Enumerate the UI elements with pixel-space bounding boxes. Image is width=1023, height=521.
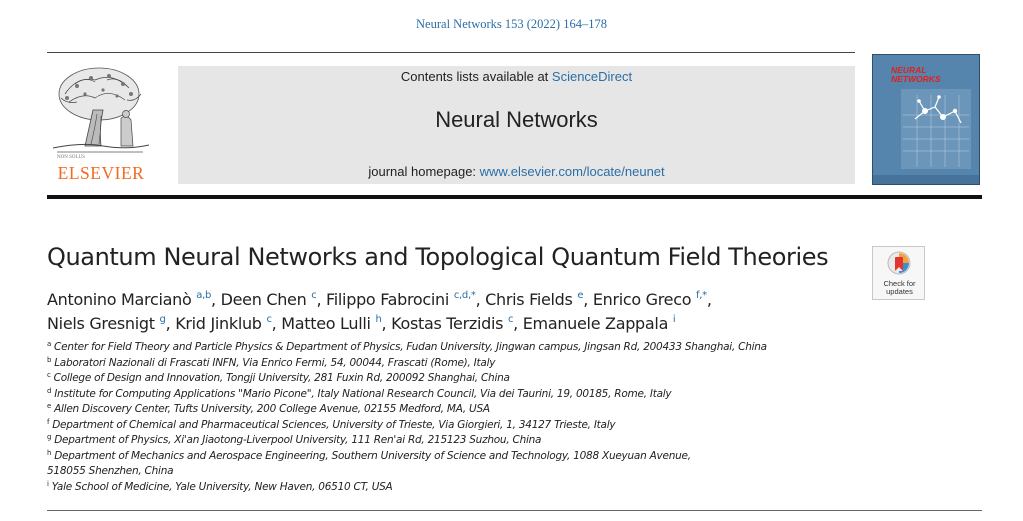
affiliation-key: c [47, 371, 51, 379]
affiliation-item [47, 340, 847, 356]
affiliation-key: d [47, 386, 52, 395]
author-affiliation-ref[interactable]: c [311, 290, 317, 301]
affiliation-item [47, 356, 847, 372]
affiliation-key: i [47, 479, 49, 488]
journal-name[interactable]: Neural Networks [435, 107, 598, 132]
author[interactable]: Enrico Greco $^{f,*}$, [592, 290, 712, 309]
publisher-logo[interactable] [47, 64, 155, 188]
affiliation-item [47, 449, 707, 480]
cover-title-line2: NETWORKS [891, 74, 941, 84]
author-affiliation-ref[interactable]: c [507, 314, 514, 325]
elsevier-wordmark: ELSEVIER [57, 163, 145, 183]
article-title: Quantum Neural Networks and Topological Quantum Field Theories [47, 243, 829, 271]
masthead-divider [47, 195, 982, 199]
sciencedirect-link[interactable]: ScienceDirect [551, 69, 633, 84]
author[interactable]: Filippo Fabrocini $^{c,d,*}$, [326, 290, 486, 309]
homepage-prefix: journal homepage: [368, 164, 480, 179]
affiliation-key: f [47, 417, 50, 426]
affiliation-list [47, 340, 847, 495]
author-affiliation-ref[interactable]: g [159, 314, 166, 325]
affiliation-text: Laboratori Nazionali di Frascati INFN, Via Enrico Fermi, 54, 00044, Frascati (Rome), Italy [54, 356, 496, 369]
author-affiliation-ref[interactable]: f,* [696, 290, 707, 301]
affiliation-item [47, 433, 847, 449]
affiliation-key: g [47, 433, 52, 441]
author[interactable]: Chris Fields $^e$, [485, 290, 593, 309]
author-affiliation-ref[interactable]: i [672, 314, 676, 325]
author-affiliation-ref[interactable]: a,b [196, 290, 212, 301]
author[interactable]: Kostas Terzidis $^c$, [391, 314, 523, 333]
check-updates-line2: updates [886, 287, 913, 296]
affiliation-text: Department of Mechanics and Aerospace Engineering, Southern University of Science and Technology, 1088 Xueyuan Avenue, 518055 Shenzhen, China [47, 449, 691, 477]
journal-citation[interactable]: Neural Networks 153 (2022) 164–178 [416, 17, 607, 31]
elsevier-tree-icon [47, 64, 155, 162]
front-matter-divider [47, 510, 982, 511]
affiliation-text: Institute for Computing Applications "Mario Picone", Italy National Research Council, Via dei Taurini, 19, 00185, Rome, Italy [54, 387, 672, 400]
affiliation-text: College of Design and Innovation, Tongji University, 281 Fuxin Rd, 200092 Shanghai, China [53, 372, 510, 384]
affiliation-text: Yale School of Medicine, Yale University, New Haven, 06510 CT, USA [51, 480, 393, 493]
affiliation-item [47, 371, 847, 387]
homepage-link[interactable]: www.elsevier.com/locate/neunet [479, 164, 665, 179]
check-updates-line1: Check for [883, 279, 916, 288]
author-affiliation-ref[interactable]: e [577, 290, 584, 301]
affiliation-key: e [47, 402, 52, 410]
check-for-updates-button[interactable] [872, 246, 925, 300]
check-updates-icon [887, 251, 911, 279]
affiliation-text: Department of Physics, Xi'an Jiaotong-Liverpool University, 111 Ren'ai Rd, 215123 Suzhou, China [54, 434, 542, 446]
affiliation-item [47, 480, 847, 496]
affiliation-text: Department of Chemical and Pharmaceutical Sciences, University of Trieste, Via Giorgieri, 1, 34127 Trieste, Italy [52, 418, 616, 431]
homepage-line [178, 164, 855, 179]
author[interactable]: Matteo Lulli $^h$, [281, 314, 392, 333]
author[interactable]: Deen Chen $^c$, [220, 290, 327, 309]
header-divider [47, 52, 855, 53]
affiliation-item [47, 387, 847, 403]
author-affiliation-ref[interactable]: c [266, 314, 272, 325]
affiliation-key: b [47, 355, 52, 364]
contents-line [178, 69, 855, 84]
svg-text:NON SOLUS: NON SOLUS [57, 155, 85, 160]
contents-prefix: Contents lists available at [400, 69, 552, 84]
author-affiliation-ref[interactable]: c,d,* [453, 290, 476, 301]
check-updates-label [873, 280, 926, 296]
author[interactable]: Antonino Marcianò $^{a,b}$, [47, 290, 221, 309]
author-list [47, 288, 867, 336]
journal-cover[interactable] [872, 54, 980, 185]
journal-banner [178, 66, 855, 184]
cover-title-line1: NEURAL [891, 65, 927, 75]
affiliation-text: Center for Field Theory and Particle Physics & Department of Physics, Fudan University, Jingwan campus, Jingsan Rd, 200433 Shanghai, China [54, 341, 767, 353]
affiliation-key: h [47, 448, 52, 457]
affiliation-item [47, 418, 847, 434]
cover-title [891, 66, 941, 84]
author[interactable]: Emanuele Zappala $^i$ [522, 314, 676, 333]
author-affiliation-ref[interactable]: h [375, 314, 382, 325]
affiliation-key: a [47, 340, 52, 348]
author[interactable]: Niels Gresnigt $^g$, [47, 314, 176, 333]
affiliation-item [47, 402, 847, 418]
affiliation-text: Allen Discovery Center, Tufts University, 200 College Avenue, 02155 Medford, MA, USA [54, 403, 490, 415]
author[interactable]: Krid Jinklub $^c$, [175, 314, 282, 333]
